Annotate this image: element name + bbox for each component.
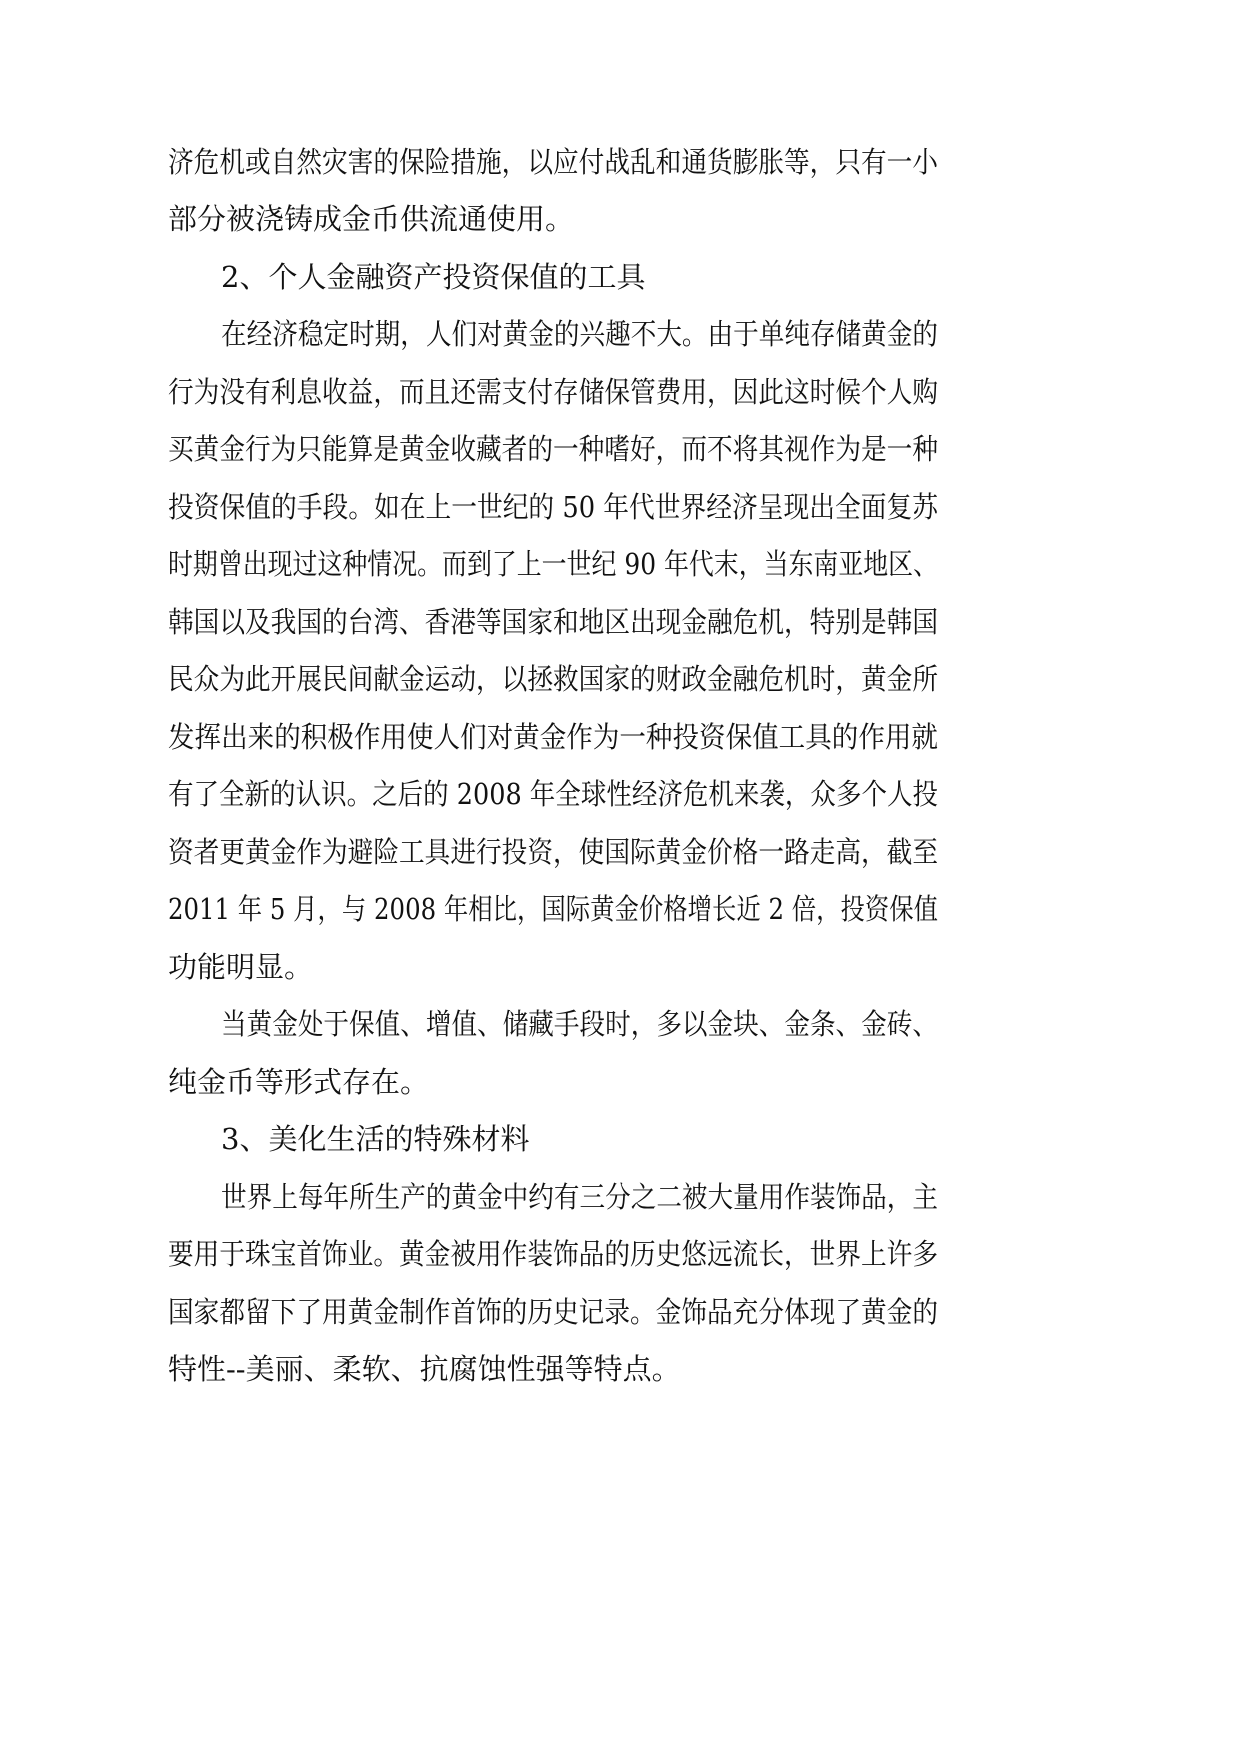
paragraph-line: 济危机或自然灾害的保险措施，以应付战乱和通货膨胀等，只有一小 bbox=[168, 145, 938, 179]
paragraph-line: 2011 年 5 月，与 2008 年相比，国际黄金价格增长近 2 倍，投资保值 bbox=[168, 892, 938, 926]
paragraph-line: 世界上每年所生产的黄金中约有三分之二被大量用作装饰品，主 bbox=[221, 1180, 938, 1214]
paragraph-line: 有了全新的认识。之后的 2008 年全球性经济危机来袭，众多个人投 bbox=[168, 777, 938, 811]
section-heading: 2、个人金融资产投资保值的工具 bbox=[221, 260, 646, 294]
paragraph-line: 发挥出来的积极作用使人们对黄金作为一种投资保值工具的作用就 bbox=[168, 720, 938, 754]
paragraph-line: 部分被浇铸成金币供流通使用。 bbox=[168, 202, 575, 236]
paragraph-line: 韩国以及我国的台湾、香港等国家和地区出现金融危机，特别是韩国 bbox=[168, 605, 938, 639]
paragraph-line: 时期曾出现过这种情况。而到了上一世纪 90 年代末，当东南亚地区、 bbox=[168, 547, 938, 581]
paragraph-line: 投资保值的手段。如在上一世纪的 50 年代世界经济呈现出全面复苏 bbox=[168, 490, 938, 524]
paragraph-line: 在经济稳定时期，人们对黄金的兴趣不大。由于单纯存储黄金的 bbox=[221, 317, 938, 351]
section-heading: 3、美化生活的特殊材料 bbox=[221, 1122, 530, 1156]
paragraph-line: 要用于珠宝首饰业。黄金被用作装饰品的历史悠远流长，世界上许多 bbox=[168, 1237, 938, 1271]
paragraph-line: 纯金币等形式存在。 bbox=[168, 1065, 430, 1099]
paragraph-line: 国家都留下了用黄金制作首饰的历史记录。金饰品充分体现了黄金的 bbox=[168, 1295, 938, 1329]
paragraph-line: 行为没有利息收益，而且还需支付存储保管费用，因此这时候个人购 bbox=[168, 375, 938, 409]
paragraph-line: 特性--美丽、柔软、抗腐蚀性强等特点。 bbox=[168, 1352, 681, 1386]
paragraph-line: 民众为此开展民间献金运动，以拯救国家的财政金融危机时，黄金所 bbox=[168, 662, 938, 696]
paragraph-line: 当黄金处于保值、增值、储藏手段时，多以金块、金条、金砖、 bbox=[221, 1007, 938, 1041]
paragraph-line: 功能明显。 bbox=[168, 950, 314, 984]
paragraph-line: 资者更黄金作为避险工具进行投资，使国际黄金价格一路走高，截至 bbox=[168, 835, 938, 869]
paragraph-line: 买黄金行为只能算是黄金收藏者的一种嗜好，而不将其视作为是一种 bbox=[168, 432, 938, 466]
